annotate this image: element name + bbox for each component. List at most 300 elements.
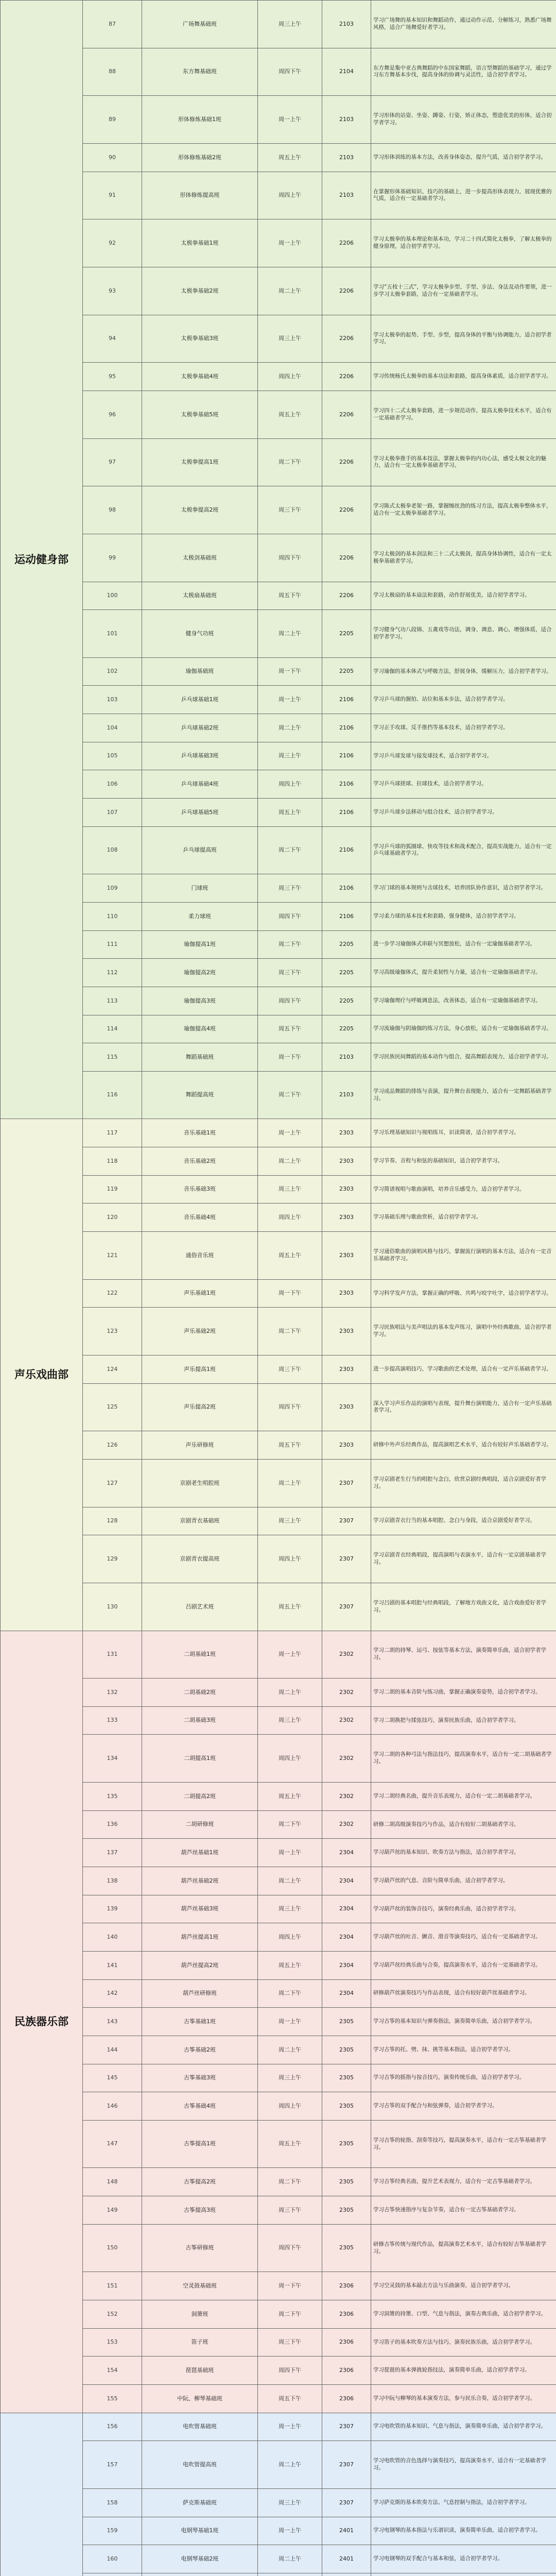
course-row [1,770,556,799]
course-number: 96 [83,391,142,438]
course-description: 学习乒乓球搓球、拉球技术，适合初学者学习。 [371,770,556,799]
course-number [83,2573,142,2576]
course-row [1,1147,556,1176]
course-time: 周一上午 [258,2413,322,2441]
course-room: 2305 [322,2120,371,2168]
course-number: 111 [83,930,142,959]
course-row [1,2196,556,2225]
course-name: 二胡提高2班 [142,1783,258,1811]
course-name: 乒乓球提高班 [142,826,258,874]
course-number: 105 [83,742,142,770]
course-room: 2305 [322,2008,371,2036]
course-number: 119 [83,1175,142,1204]
course-description: 学习空灵鼓的基本敲击方法与乐曲演奏，适合初学者学习。 [371,2272,556,2300]
course-room [322,2573,371,2576]
course-description: 在掌握形体基础知识、技巧的基础上，进一步提高形体表现力，展现优雅的气质，适合有一定基础者学习。 [371,172,556,219]
course-name: 洞箫班 [142,2300,258,2329]
course-room: 2303 [322,1119,371,1147]
course-name: 京剧老生唱腔班 [142,1459,258,1507]
course-name: 舞蹈提高班 [142,1071,258,1119]
course-row [1,826,556,874]
course-time: 周一上午 [258,1839,322,1867]
course-name: 舞蹈基础班 [142,1043,258,1072]
course-name: 瑜伽提高1班 [142,930,258,959]
course-name: 古筝基础4班 [142,2092,258,2121]
course-time: 周四下午 [258,987,322,1015]
course-name: 音乐基础3班 [142,1175,258,1204]
course-name: 二胡基础2班 [142,1679,258,1707]
course-row [1,2357,556,2385]
course-row [1,2064,556,2092]
course-name: 声乐基础2班 [142,1308,258,1355]
course-name [142,2573,258,2576]
course-number: 108 [83,826,142,874]
course-description: 学习陈式太极拳老架一路，掌握缠丝劲的练习方法，提高太极拳整体水平，适合有一定太极拳基础者学习。 [371,486,556,534]
course-number: 89 [83,96,142,144]
course-room: 2303 [322,1175,371,1204]
course-description: 学习电吹管的音色选择与演奏技巧，提高演奏水平，适合有一定基础者学习。 [371,2441,556,2489]
course-name: 健身气功班 [142,610,258,658]
course-number: 148 [83,2168,142,2196]
course-row [1,2092,556,2121]
course-number: 103 [83,686,142,714]
course-time: 周五下午 [258,2384,322,2413]
course-row [1,2272,556,2300]
course-name: 电吹管提高班 [142,2441,258,2489]
course-number: 151 [83,2272,142,2300]
course-description: 学习简谱视唱与歌曲演唱，培养音乐感受力，适合初学者学习。 [371,1175,556,1204]
course-description: 学习健身气功八段锦、五禽戏等功法，调身、调息、调心，增强体质，适合初学者学习。 [371,610,556,658]
course-row [1,1895,556,1923]
course-room: 2307 [322,2488,371,2517]
course-row [1,1583,556,1631]
course-description: 学习四十二式太极拳套路，进一步规范动作，提高太极拳技术水平，适合有一定基础者学习。 [371,391,556,438]
course-description: 学习二胡换把与揉弦技巧，演奏民族乐曲，适合初学者学习。 [371,1706,556,1735]
course-number: 112 [83,959,142,987]
course-time: 周四下午 [258,534,322,582]
course-room: 2106 [322,826,371,874]
course-time: 周二下午 [258,1810,322,1839]
course-room: 2103 [322,172,371,219]
course-name: 葫芦丝研修班 [142,1979,258,2008]
course-name: 萨克斯基础班 [142,2488,258,2517]
course-number: 114 [83,1015,142,1043]
course-number: 122 [83,1279,142,1308]
course-room: 2106 [322,686,371,714]
course-number: 131 [83,1631,142,1679]
course-number: 93 [83,267,142,315]
course-room: 2307 [322,1459,371,1507]
course-row [1,1,556,48]
course-number: 101 [83,610,142,658]
course-number: 156 [83,2413,142,2441]
course-number: 94 [83,315,142,363]
course-description: 学习电钢琴的基本指法与乐谱识读，演奏简单乐曲，适合初学者学习。 [371,2517,556,2545]
course-row [1,1923,556,1952]
course-time: 周五上午 [258,2120,322,2168]
course-description: 东方舞是集中亚古典舞蹈的中东国家舞蹈，语言型舞蹈的基础学习，通过学习东方舞基本步伐，提高身体的协调与灵活性，适合初学者学习。 [371,48,556,96]
course-row [1,2488,556,2517]
course-name: 声乐基础1班 [142,1279,258,1308]
course-description: 学习民族民间舞蹈的基本动作与组合，提高舞蹈表现力，适合初学者学习。 [371,1043,556,1072]
course-description: 学习古筝的摇指与按音技巧，演奏传统乐曲，适合初学者学习。 [371,2064,556,2092]
course-time: 周一下午 [258,1279,322,1308]
course-time: 周一上午 [258,2008,322,2036]
course-description: 学习形体训练的基本方法，改善身体姿态，提升气质，适合初学者学习。 [371,143,556,172]
course-name: 笛子班 [142,2328,258,2357]
course-time: 周三上午 [258,2488,322,2517]
course-name: 声乐提高1班 [142,1355,258,1383]
course-name: 电钢琴基础2班 [142,2545,258,2573]
course-row [1,1679,556,1707]
course-row [1,1175,556,1204]
course-name: 葫芦丝基础3班 [142,1895,258,1923]
course-time: 周一上午 [258,686,322,714]
course-time: 周三上午 [258,1706,322,1735]
course-time: 周二下午 [258,438,322,486]
course-time: 周一下午 [258,657,322,686]
course-description [371,2573,556,2576]
course-time: 周五上午 [258,799,322,827]
course-name: 太极拳基础4班 [142,363,258,391]
course-time: 周二下午 [258,2168,322,2196]
course-number: 150 [83,2224,142,2272]
course-description: 学习广场舞的基本知识和舞蹈动作，通过动作示范、分解练习，熟悉广场舞风格，适合广场舞爱好者学习。 [371,1,556,48]
course-row [1,1810,556,1839]
course-row [1,1043,556,1072]
course-name: 太极剑基础班 [142,534,258,582]
course-row [1,48,556,96]
course-name: 古筝基础2班 [142,2036,258,2064]
course-number: 140 [83,1923,142,1952]
course-room: 2304 [322,1979,371,2008]
course-description: 学习京剧青衣经典唱段，提高演唱与表演水平，适合有一定京剧基础者学习。 [371,1535,556,1583]
course-description: 研修中外声乐经典作品，提高演唱艺术水平，适合有较好声乐基础者学习。 [371,1431,556,1460]
course-room: 2305 [322,2064,371,2092]
course-name: 瑜伽提高3班 [142,987,258,1015]
course-time: 周三下午 [258,2328,322,2357]
course-time: 周五下午 [258,1015,322,1043]
course-number: 139 [83,1895,142,1923]
course-number: 129 [83,1535,142,1583]
course-description: 学习京剧青衣行当的基本唱腔、念白与身段，适合京剧爱好者学习。 [371,1507,556,1535]
course-row [1,610,556,658]
course-name: 古筝基础3班 [142,2064,258,2092]
course-description: 学习古筝的轮指、刮奏等技巧，提高演奏水平，适合有一定古筝基础者学习。 [371,2120,556,2168]
course-name: 二胡基础3班 [142,1706,258,1735]
course-number: 88 [83,48,142,96]
course-description: 学习琵琶的基本弹挑轮指技法，演奏简单乐曲，适合初学者学习。 [371,2357,556,2385]
course-room: 2401 [322,2545,371,2573]
department-label: 运动健身部 [1,1,83,1119]
course-number: 144 [83,2036,142,2064]
course-number: 153 [83,2328,142,2357]
course-time: 周四上午 [258,1535,322,1583]
course-name: 太极拳提高1班 [142,438,258,486]
course-name: 太极拳基础3班 [142,315,258,363]
course-row [1,2224,556,2272]
course-row [1,1015,556,1043]
course-row [1,2036,556,2064]
course-description: 学习吕剧的基本唱腔与经典唱段，了解地方戏曲文化，适合戏曲爱好者学习。 [371,1583,556,1631]
course-name: 太极拳基础2班 [142,267,258,315]
course-time: 周二上午 [258,1459,322,1507]
course-room: 2304 [322,1867,371,1895]
course-room: 2206 [322,315,371,363]
course-room: 2206 [322,219,371,267]
course-number: 130 [83,1583,142,1631]
course-number: 133 [83,1706,142,1735]
course-number: 110 [83,902,142,930]
course-row [1,1535,556,1583]
course-room: 2306 [322,2300,371,2329]
course-room: 2304 [322,1839,371,1867]
course-room: 2205 [322,987,371,1015]
course-number: 143 [83,2008,142,2036]
course-number: 95 [83,363,142,391]
course-row [1,742,556,770]
course-time: 周四上午 [258,363,322,391]
course-description: 深入学习声乐作品的演唱与表现，提升舞台演唱能力，适合有一定声乐基础者学习。 [371,1383,556,1431]
course-description: 研修葫芦丝演奏技巧与作品表现，适合有较好葫芦丝基础者学习。 [371,1979,556,2008]
course-row [1,2545,556,2573]
course-row [1,1383,556,1431]
course-description: 学习古筝经典名曲，提升艺术表现力，适合有一定古筝基础者学习。 [371,2168,556,2196]
course-name: 乒乓球基础5班 [142,799,258,827]
course-time: 周五上午 [258,1583,322,1631]
course-description: 学习太极拳的基本理论和基本功，学习二十四式简化太极拳，了解太极拳的健身原理，适合初学者学习。 [371,219,556,267]
course-number: 142 [83,1979,142,2008]
course-description: 学习电钢琴的双手配合与基本和弦，适合初学者学习。 [371,2545,556,2573]
course-room: 2106 [322,874,371,903]
course-row [1,2441,556,2489]
course-number: 134 [83,1735,142,1783]
course-description: 学习笛子的基本吹奏方法与技巧，演奏民族乐曲，适合初学者学习。 [371,2328,556,2357]
course-description: 学习高级瑜伽体式，提升柔韧性与力量，适合有一定瑜伽基础者学习。 [371,959,556,987]
course-time: 周一上午 [258,96,322,144]
course-description: 学习二胡经典名曲，提升音乐表现力，适合有一定二胡基础者学习。 [371,1783,556,1811]
course-time: 周四下午 [258,2224,322,2272]
course-time: 周一下午 [258,2272,322,2300]
course-row [1,799,556,827]
course-number: 127 [83,1459,142,1507]
course-description: 学习二胡的基本音阶与练习曲，掌握正确演奏姿势，适合初学者学习。 [371,1679,556,1707]
course-row [1,1308,556,1355]
course-description: 研修二胡高级演奏技巧与作品，适合有较好二胡基础者学习。 [371,1810,556,1839]
course-name: 声乐提高2班 [142,1383,258,1431]
course-name: 古筝研修班 [142,2224,258,2272]
course-name: 广场舞基础班 [142,1,258,48]
course-room: 2103 [322,1,371,48]
course-time: 周四上午 [258,1735,322,1783]
course-time: 周四下午 [258,902,322,930]
course-name: 瑜伽基础班 [142,657,258,686]
course-room: 2303 [322,1308,371,1355]
course-name: 太极拳基础1班 [142,219,258,267]
course-description: 学习葫芦丝的基本知识、吹奏方法与指法，适合初学者学习。 [371,1839,556,1867]
course-number: 138 [83,1867,142,1895]
course-number: 126 [83,1431,142,1460]
course-description: 学习葫芦丝经典乐曲与合奏，提高演奏水平，适合有一定基础者学习。 [371,1951,556,1979]
course-room: 2307 [322,1507,371,1535]
course-description: 学习乒乓球发球与接发球技术，适合初学者学习。 [371,742,556,770]
course-number: 98 [83,486,142,534]
course-room: 2106 [322,770,371,799]
course-number: 107 [83,799,142,827]
course-name: 二胡基础1班 [142,1631,258,1679]
course-number: 121 [83,1232,142,1280]
course-name: 二胡研修班 [142,1810,258,1839]
course-room: 2103 [322,143,371,172]
course-name: 门球班 [142,874,258,903]
course-row [1,582,556,610]
course-room: 2302 [322,1810,371,1839]
course-room: 2205 [322,959,371,987]
course-time: 周二下午 [258,826,322,874]
course-number: 90 [83,143,142,172]
course-room: 2103 [322,1071,371,1119]
course-description: 学习科学发声方法，掌握正确的呼吸、共鸣与咬字吐字，适合初学者学习。 [371,1279,556,1308]
course-number: 91 [83,172,142,219]
course-time: 周一上午 [258,219,322,267]
course-row [1,959,556,987]
course-number: 155 [83,2384,142,2413]
course-room: 2103 [322,96,371,144]
course-name: 京剧青衣提高班 [142,1535,258,1583]
course-description: 学习萨克斯的基本吹奏方法、气息控制与指法，适合初学者学习。 [371,2488,556,2517]
course-time: 周三上午 [258,1,322,48]
course-description: 学习葫芦丝的装饰音技巧，演奏经典乐曲，适合初学者学习。 [371,1895,556,1923]
course-description: 学习太极拳的起势、手型、步型，提高身体的平衡与协调能力，适合初学者学习。 [371,315,556,363]
course-description: 学习成品舞蹈的排练与表演，提升舞台表现能力，适合有一定舞蹈基础者学习。 [371,1071,556,1119]
course-name: 空灵鼓基础班 [142,2272,258,2300]
course-row [1,1706,556,1735]
course-number: 97 [83,438,142,486]
course-time: 周三下午 [258,486,322,534]
course-time [258,2573,322,2576]
course-number: 154 [83,2357,142,2385]
course-room: 2302 [322,1679,371,1707]
course-name: 形体修炼基础2班 [142,143,258,172]
course-row [1,2328,556,2357]
course-number: 137 [83,1839,142,1867]
course-number: 159 [83,2517,142,2545]
course-number: 115 [83,1043,142,1072]
course-room: 2305 [322,2196,371,2225]
course-number: 136 [83,1810,142,1839]
course-number: 145 [83,2064,142,2092]
course-number: 109 [83,874,142,903]
course-room: 2303 [322,1147,371,1176]
course-room: 2302 [322,1631,371,1679]
course-name: 古筝提高2班 [142,2168,258,2196]
course-number: 92 [83,219,142,267]
course-time: 周二下午 [258,1308,322,1355]
course-description: 学习古筝快速指序与复杂节奏，适合有一定古筝基础者学习。 [371,2196,556,2225]
course-time: 周二下午 [258,2300,322,2329]
course-row [1,2413,556,2441]
course-row [1,1204,556,1232]
course-name: 电钢琴基础1班 [142,2517,258,2545]
course-room: 2206 [322,391,371,438]
course-room: 2106 [322,714,371,742]
department-label: 声乐戏曲部 [1,1119,83,1631]
course-description: 学习太极拳推手的基本技法，掌握太极拳的内功心法，感受太极文化的魅力，适合有一定太极拳基础者学习。 [371,438,556,486]
course-name: 乒乓球基础3班 [142,742,258,770]
course-row [1,1232,556,1280]
course-room: 2205 [322,1015,371,1043]
course-room: 2205 [322,930,371,959]
course-room: 2206 [322,363,371,391]
course-time: 周三上午 [258,1175,322,1204]
course-name: 音乐基础2班 [142,1147,258,1176]
course-time: 周二下午 [258,1979,322,2008]
course-description: 学习古筝的双手配合与和弦弹奏，适合初学者学习。 [371,2092,556,2121]
course-time: 周三上午 [258,315,322,363]
course-number: 102 [83,657,142,686]
course-room: 2302 [322,1735,371,1783]
course-time: 周三下午 [258,959,322,987]
course-number: 146 [83,2092,142,2121]
course-room: 2307 [322,1535,371,1583]
course-room: 2303 [322,1431,371,1460]
course-time: 周二上午 [258,1867,322,1895]
course-room: 2306 [322,2272,371,2300]
course-row [1,2120,556,2168]
course-row [1,315,556,363]
course-room: 2303 [322,1279,371,1308]
course-description: 进一步学习瑜伽体式串联与冥想放松，适合有一定瑜伽基础者学习。 [371,930,556,959]
course-time: 周三下午 [258,874,322,903]
course-time: 周一上午 [258,1119,322,1147]
course-room: 2206 [322,534,371,582]
course-room: 2205 [322,610,371,658]
course-name: 瑜伽提高4班 [142,1015,258,1043]
course-description: 学习民族唱法与美声唱法的基本发声练习，演唱中外经典歌曲，适合初学者学习。 [371,1308,556,1355]
course-row [1,1279,556,1308]
course-row [1,486,556,534]
course-row [1,657,556,686]
course-room: 2304 [322,1895,371,1923]
course-number: 158 [83,2488,142,2517]
course-room: 2304 [322,1923,371,1952]
course-room: 2304 [322,1951,371,1979]
course-description: 学习乒乓球的握拍、站位和基本步法，适合初学者学习。 [371,686,556,714]
course-time: 周五下午 [258,582,322,610]
course-time: 周二上午 [258,2036,322,2064]
course-row [1,438,556,486]
course-time: 周四上午 [258,172,322,219]
course-description: 学习二胡的各种弓法与指法技巧，提高演奏水平，适合有一定二胡基础者学习。 [371,1735,556,1783]
course-number: 104 [83,714,142,742]
course-name: 葫芦丝提高1班 [142,1923,258,1952]
course-description: 学习乐理基础知识与视唱练耳，识读简谱，适合初学者学习。 [371,1119,556,1147]
course-time: 周二上午 [258,267,322,315]
course-room: 2305 [322,2092,371,2121]
course-description: 学习太极剑的基本剑法和三十二式太极剑，提高身体协调性，适合有一定太极拳基础者学习。 [371,534,556,582]
course-row [1,534,556,582]
course-name: 古筝提高1班 [142,2120,258,2168]
course-number: 157 [83,2441,142,2489]
course-number: 106 [83,770,142,799]
course-name: 太极拳提高2班 [142,486,258,534]
course-number: 152 [83,2300,142,2329]
course-row [1,1071,556,1119]
course-description: 学习电吹管的基本知识、气息与指法，演奏简单乐曲，适合初学者学习。 [371,2413,556,2441]
course-time: 周五上午 [258,391,322,438]
course-time: 周三上午 [258,1895,322,1923]
course-row [1,1867,556,1895]
